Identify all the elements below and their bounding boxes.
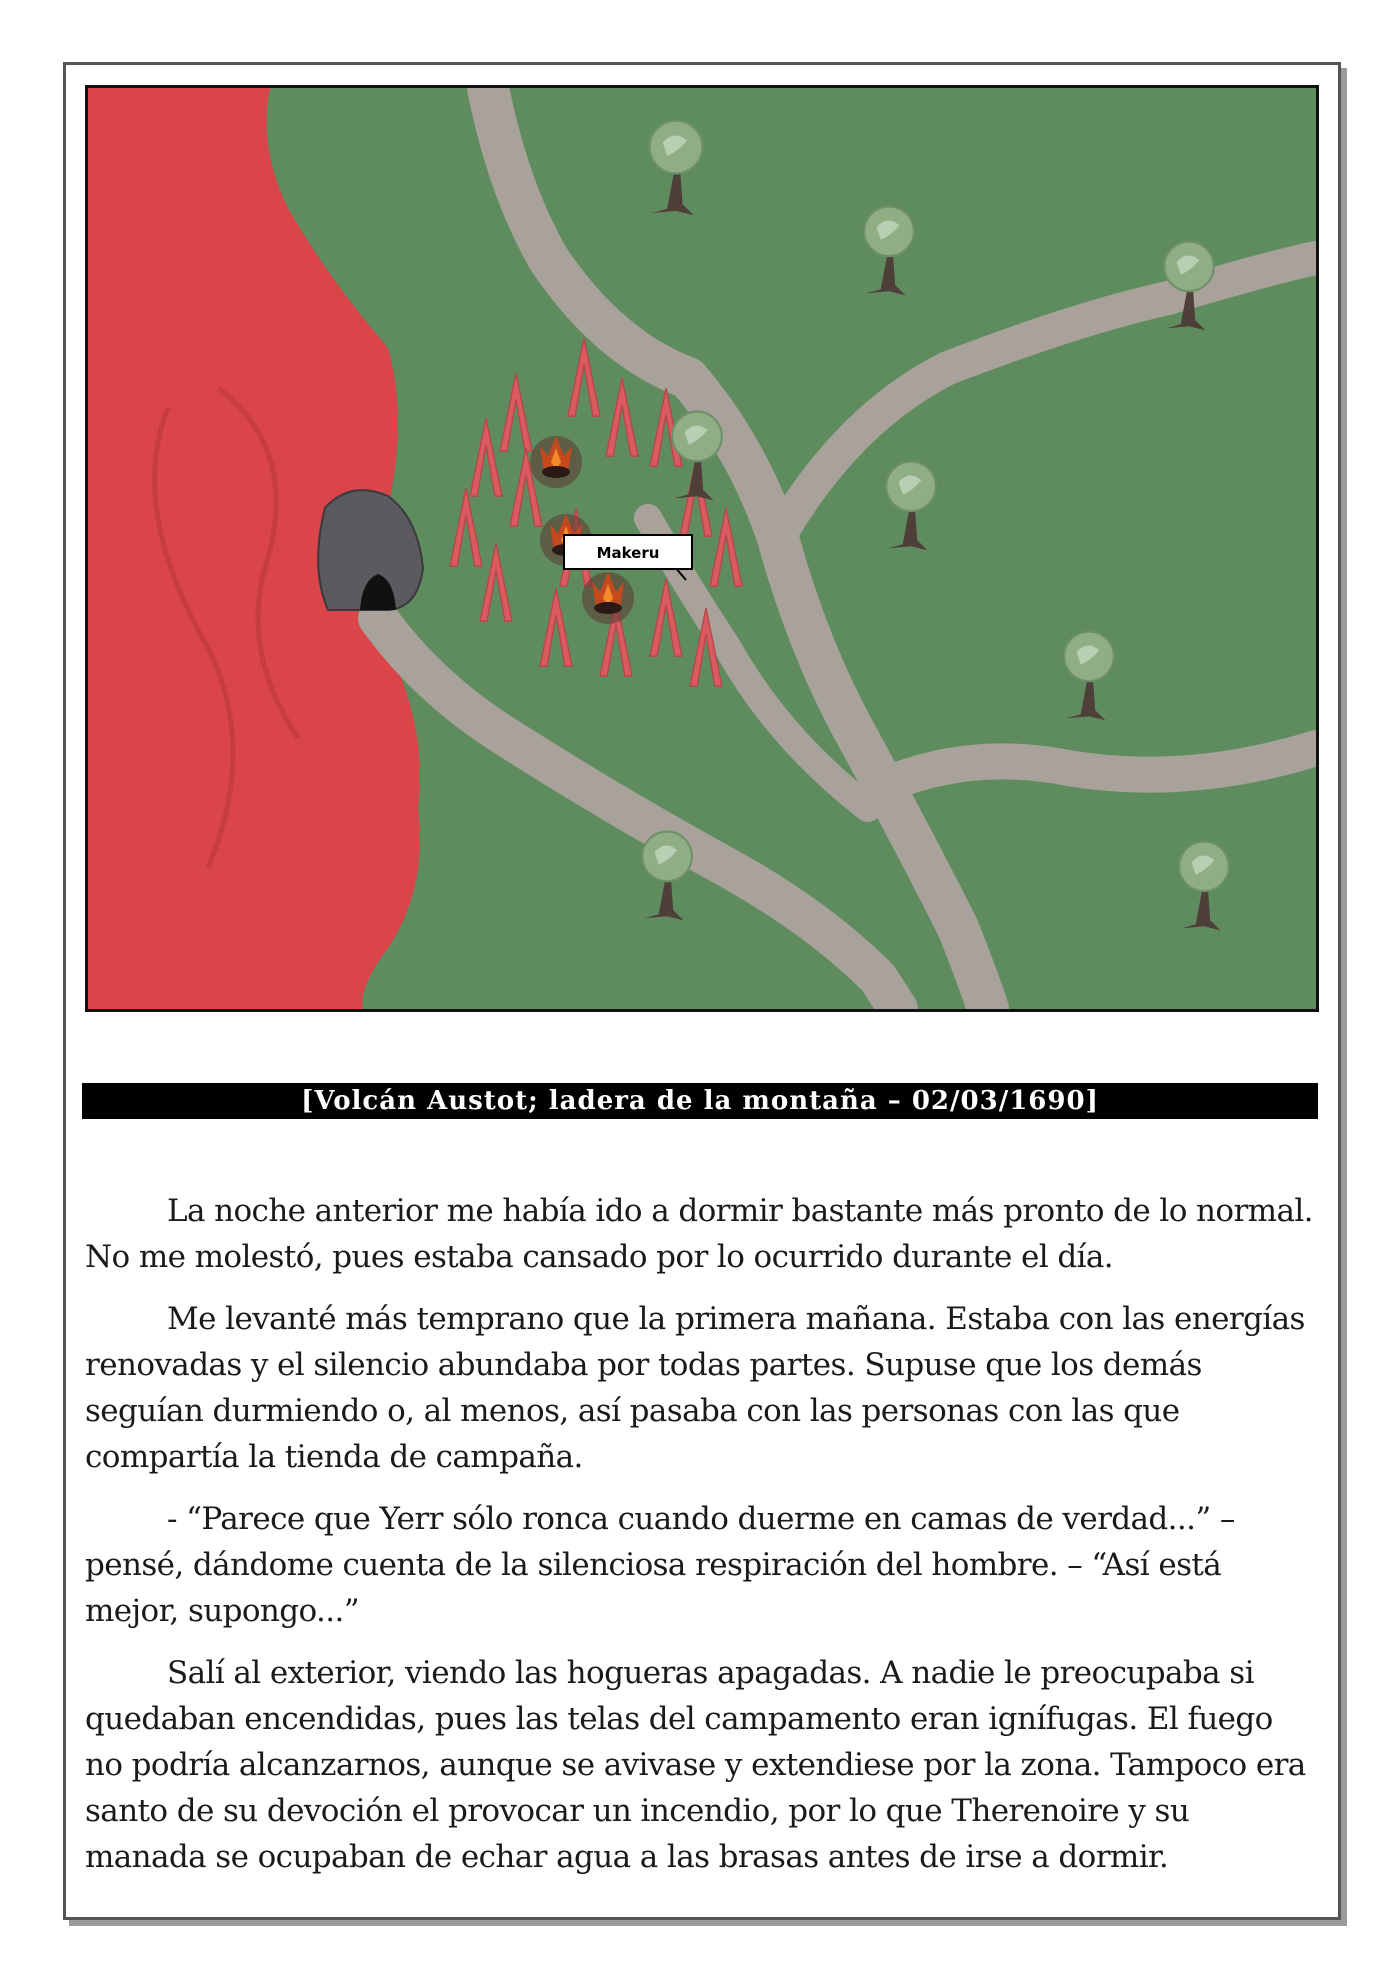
paragraph-1: La noche anterior me había ido a dormir bastante más pronto de lo normal. No me molestó, pues estaba cansado por lo ocurrido durante el día. [85, 1193, 1313, 1275]
paragraph-2: Me levanté más temprano que la primera mañana. Estaba con las energías renovadas y el silencio abundaba por todas partes. Supuse que los demás seguían durmiendo o, al menos, así pasaba con las personas con las que compartía la tienda de campaña. [85, 1301, 1305, 1475]
makeru-label: Makeru [596, 544, 660, 562]
paragraph-3: - “Parece que Yerr sólo ronca cuando duerme en camas de verdad...” – pensé, dándome cuenta de la silenciosa respiración del hombre. – “Así está mejor, supongo...” [85, 1501, 1235, 1629]
story-text [85, 1188, 1315, 1896]
campsite-map [85, 85, 1319, 1012]
paragraph-4: Salí al exterior, viendo las hogueras apagadas. A nadie le preocupaba si quedaban encendidas, pues las telas del campamento eran ignífugas. El fuego no podría alcanzarnos, aunque se avivase y extendiese por la zona. Tampoco era santo de su devoción el provocar un incendio, por lo que Therenoire y su manada se ocupaban de echar agua a las brasas antes de irse a dormir. [85, 1655, 1306, 1875]
location-date-caption: [Volcán Austot; ladera de la montaña – 02/03/1690] [82, 1083, 1318, 1119]
